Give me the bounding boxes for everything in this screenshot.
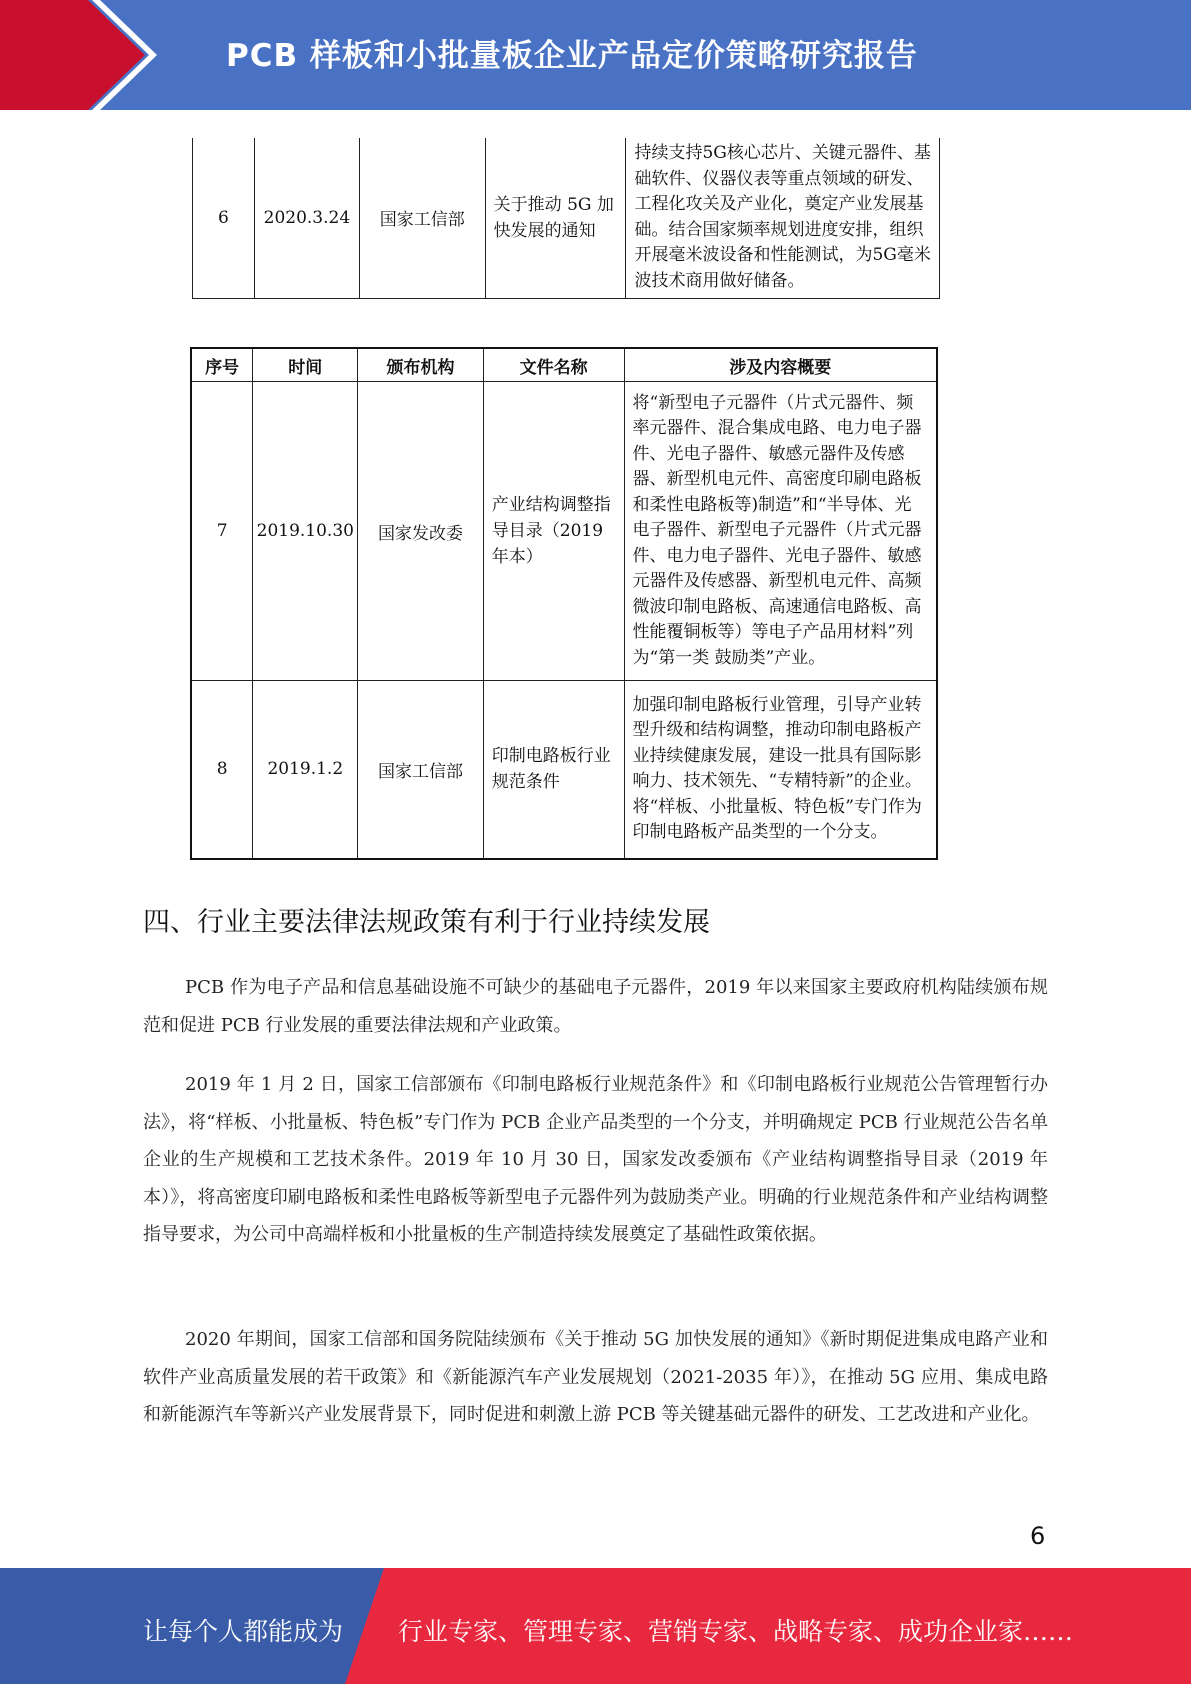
col-header-doc: 文件名称	[483, 348, 624, 382]
report-title: PCB 样板和小批量板企业产品定价策略研究报告	[226, 38, 918, 74]
table-header-row	[191, 348, 937, 382]
row-number: 8	[191, 681, 253, 859]
page-number: 6	[1030, 1522, 1046, 1550]
row-summary: 将“新型电子元器件（片式元器件、频率元器件、混合集成电路、电力电子器件、光电子器件、敏感元器件及传感器、新型机电元件、高密度印刷电路板和柔性电路板等)制造”和“半导体、光电子器件、新型电子元器件（片式元器件、电力电子器件、光电子器件、敏感元器件及传感器、新型机电元件、高频微波印制电路板、高速通信电路板、高性能覆铜板等）等电子产品用材料”列为“第一类 鼓励类”产业。	[624, 382, 937, 681]
row-org: 国家工信部	[359, 138, 485, 298]
table-row	[191, 681, 937, 859]
footer-slogan-right: 行业专家、管理专家、营销专家、战略专家、成功企业家……	[398, 1617, 1074, 1646]
row-date: 2019.10.30	[253, 382, 358, 681]
paragraph: 2019 年 1 月 2 日，国家工信部颁布《印制电路板行业规范条件》和《印制电路板行业规范公告管理暂行办法》，将“样板、小批量板、特色板”专门作为 PCB 企业产品类型的一个分支，并明确规定 PCB 行业规范公告名单企业的生产规模和工艺技术条件。2019 年 10 月 30 日，国家发改委颁布《产业结构调整指导目录（2019 年本）》，将高密度印刷电路板和柔性电路板等新型电子元器件列为鼓励类产业。明确的行业规范条件和产业结构调整指导要求，为公司中高端样板和小批量板的生产制造持续发展奠定了基础性政策依据。	[143, 1074, 1048, 1245]
table-row	[191, 382, 937, 681]
row-number: 7	[191, 382, 253, 681]
paragraph: 2020 年期间，国家工信部和国务院陆续颁布《关于推动 5G 加快发展的通知》《新时期促进集成电路产业和软件产业高质量发展的若干政策》和《新能源汽车产业发展规划（2021-2035 年）》，在推动 5G 应用、集成电路和新能源汽车等新兴产业发展背景下，同时促进和刺激上游 PCB 等关键基础元器件的研发、工艺改进和产业化。	[143, 1329, 1048, 1425]
row-number: 6	[193, 138, 255, 298]
col-header-summary: 涉及内容概要	[624, 348, 937, 382]
col-header-org: 颁布机构	[358, 348, 484, 382]
row-date: 2020.3.24	[254, 138, 359, 298]
header-arrow-icon	[0, 0, 160, 110]
col-header-date: 时间	[253, 348, 358, 382]
row-org: 国家发改委	[358, 382, 484, 681]
footer-slogan-left: 让每个人都能成为	[143, 1617, 344, 1646]
row-date: 2019.1.2	[253, 681, 358, 859]
row-org: 国家工信部	[358, 681, 484, 859]
paragraph: PCB 作为电子产品和信息基础设施不可缺少的基础电子元器件，2019 年以来国家主要政府机构陆续颁布规范和促进 PCB 行业发展的重要法律法规和产业政策。	[143, 977, 1048, 1036]
row-doc-name: 关于推动 5G 加快发展的通知	[485, 138, 626, 298]
page-footer	[0, 1568, 1191, 1684]
row-doc-name: 印制电路板行业规范条件	[483, 681, 624, 859]
section-heading: 四、行业主要法律法规政策有利于行业持续发展	[143, 907, 710, 938]
page-header	[0, 0, 1191, 110]
policy-table	[190, 347, 938, 860]
row-summary: 持续支持5G核心芯片、关键元器件、基础软件、仪器仪表等重点领域的研发、工程化攻关及产业化，奠定产业发展基础。结合国家频率规划进度安排，组织开展毫米波设备和性能测试，为5G毫米波技术商用做好储备。	[626, 138, 940, 298]
table-row	[193, 138, 940, 298]
policy-table-continued	[192, 138, 940, 299]
row-summary: 加强印制电路板行业管理，引导产业转型升级和结构调整，推动印制电路板产业持续健康发展，建设一批具有国际影响力、技术领先、“专精特新”的企业。将“样板、小批量板、特色板”专门作为印制电路板产品类型的一个分支。	[624, 681, 937, 859]
row-doc-name: 产业结构调整指导目录（2019 年本）	[483, 382, 624, 681]
col-header-no: 序号	[191, 348, 253, 382]
